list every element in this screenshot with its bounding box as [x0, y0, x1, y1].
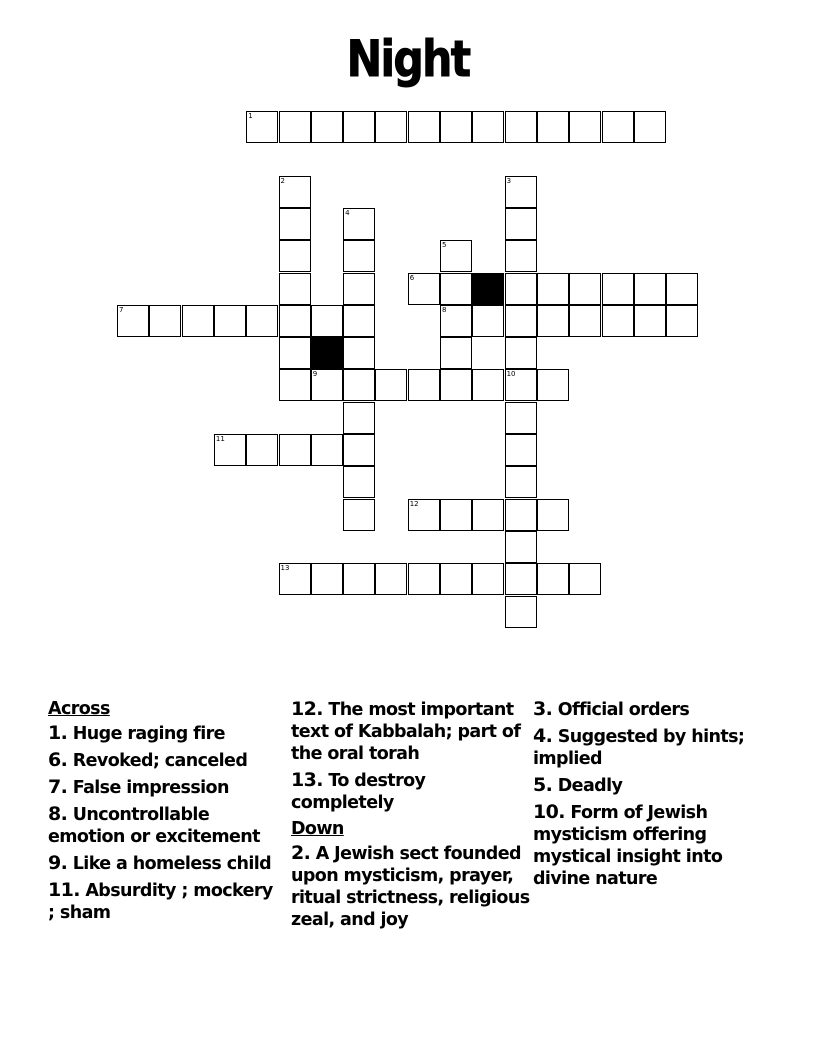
grid-cell[interactable]: [505, 369, 537, 401]
grid-cell[interactable]: [311, 111, 343, 143]
grid-cell[interactable]: [343, 337, 375, 369]
clues-column-1: [48, 698, 273, 928]
grid-cell[interactable]: [375, 563, 407, 595]
grid-cell[interactable]: [279, 273, 311, 305]
grid-cell[interactable]: [343, 499, 375, 531]
grid-cell[interactable]: [537, 111, 569, 143]
clue-number: 8: [442, 305, 447, 314]
grid-cell[interactable]: [375, 111, 407, 143]
grid-cell[interactable]: [343, 369, 375, 401]
grid-cell[interactable]: [343, 240, 375, 272]
grid-cell[interactable]: [279, 240, 311, 272]
grid-cell[interactable]: [505, 176, 537, 208]
clue-across-8: 8. Uncontrollable emotion or excitement: [48, 803, 260, 847]
clue-across-11: 11. Absurdity ; mockery ; sham: [48, 879, 273, 923]
clue-number: 9: [312, 370, 318, 379]
grid-cell[interactable]: [472, 369, 504, 401]
grid-cell[interactable]: [505, 434, 537, 466]
clue-across-12: 12. The most important text of Kabbalah; part of the oral torah: [291, 698, 521, 764]
clues-column-2: [291, 698, 531, 935]
grid-cell[interactable]: [279, 337, 311, 369]
clue-across-13: 13. To destroy completely: [291, 769, 426, 813]
grid-cell[interactable]: [279, 434, 311, 466]
grid-cell[interactable]: [472, 111, 504, 143]
clue-down-2: 2. A Jewish sect founded upon mysticism, prayer, ritual strictness, religious zeal, and joy: [291, 842, 530, 930]
grid-cell[interactable]: [311, 563, 343, 595]
grid-cell[interactable]: [634, 273, 666, 305]
grid-cell[interactable]: [505, 111, 537, 143]
clue-number: 1: [248, 112, 253, 120]
grid-cell[interactable]: [602, 273, 634, 305]
clue-down-10: 10. Form of Jewish mysticism offering mystical insight into divine nature: [533, 801, 723, 889]
grid-cell[interactable]: [440, 563, 472, 595]
grid-cell[interactable]: [246, 434, 278, 466]
grid-cell[interactable]: [505, 208, 537, 240]
grid-cell[interactable]: [505, 563, 537, 595]
grid-cell[interactable]: [214, 305, 246, 337]
clue-number: 7: [119, 305, 124, 314]
grid-cell[interactable]: [569, 111, 601, 143]
grid-cell[interactable]: [279, 176, 311, 208]
grid-cell[interactable]: [408, 499, 440, 531]
grid-cell[interactable]: [311, 369, 343, 401]
clue-down-4: 4. Suggested by hints; implied: [533, 725, 745, 769]
grid-cell[interactable]: [666, 273, 698, 305]
grid-cell[interactable]: [246, 111, 278, 143]
grid-cell[interactable]: [505, 402, 537, 434]
grid-cell[interactable]: [311, 434, 343, 466]
grid-cell[interactable]: [408, 369, 440, 401]
clue-number: 3: [506, 176, 512, 185]
grid-cell[interactable]: [537, 273, 569, 305]
grid-cell[interactable]: [505, 240, 537, 272]
grid-cell[interactable]: [408, 111, 440, 143]
grid-cell[interactable]: [602, 111, 634, 143]
grid-cell[interactable]: [214, 434, 246, 466]
grid-cell[interactable]: [505, 273, 537, 305]
grid-cell[interactable]: [537, 563, 569, 595]
clue-across-9: 9. Like a homeless child: [48, 852, 272, 874]
clue-number: 10: [506, 370, 516, 379]
grid-cell[interactable]: [343, 111, 375, 143]
grid-cell[interactable]: [472, 305, 504, 337]
across-heading: Across: [48, 699, 110, 719]
grid-cell[interactable]: [537, 305, 569, 337]
grid-cell[interactable]: [149, 305, 181, 337]
grid-cell[interactable]: [279, 305, 311, 337]
grid-cell[interactable]: [343, 273, 375, 305]
clue-number: 13: [280, 564, 290, 573]
grid-cell[interactable]: [440, 273, 472, 305]
clue-across-7: 7. False impression: [48, 776, 229, 798]
grid-cell[interactable]: [602, 305, 634, 337]
grid-cell[interactable]: [375, 369, 407, 401]
clue-number: 12: [409, 499, 419, 508]
grid-cell[interactable]: [343, 563, 375, 595]
clue-down-3: 3. Official orders: [533, 698, 690, 720]
clues-column-3: [533, 698, 748, 894]
puzzle-title: Night: [346, 30, 470, 88]
black-square: [311, 337, 343, 369]
grid-cell[interactable]: [537, 369, 569, 401]
grid-cell[interactable]: [343, 402, 375, 434]
clue-across-1: 1. Huge raging fire: [48, 722, 225, 744]
grid-cell[interactable]: [343, 434, 375, 466]
grid-cell[interactable]: [505, 531, 537, 563]
grid-cell[interactable]: [472, 499, 504, 531]
grid-cell[interactable]: [505, 596, 537, 628]
grid-cell[interactable]: [505, 337, 537, 369]
clue-number: 11: [215, 435, 225, 443]
grid-cell[interactable]: [440, 337, 472, 369]
grid-cell[interactable]: [343, 305, 375, 337]
grid-cell[interactable]: [440, 499, 472, 531]
grid-cell[interactable]: [343, 208, 375, 240]
grid-cell[interactable]: [279, 369, 311, 401]
grid-cell[interactable]: [343, 466, 375, 498]
grid-cell[interactable]: [505, 305, 537, 337]
black-square: [472, 273, 504, 305]
grid-cell[interactable]: [408, 563, 440, 595]
grid-cell[interactable]: [117, 305, 149, 337]
grid-cell[interactable]: [440, 305, 472, 337]
grid-cell[interactable]: [246, 305, 278, 337]
grid-cell[interactable]: [279, 111, 311, 143]
grid-cell[interactable]: [472, 563, 504, 595]
clue-number: 4: [345, 208, 350, 217]
grid-cell[interactable]: [440, 369, 472, 401]
down-heading: Down: [291, 819, 344, 839]
grid-cell[interactable]: [279, 208, 311, 240]
grid-cell[interactable]: [634, 111, 666, 143]
grid-cell[interactable]: [569, 305, 601, 337]
grid-cell[interactable]: [311, 305, 343, 337]
grid-cell[interactable]: [182, 305, 214, 337]
grid-cell[interactable]: [537, 499, 569, 531]
grid-cell[interactable]: [666, 305, 698, 337]
grid-cell[interactable]: [569, 273, 601, 305]
grid-cell[interactable]: [505, 499, 537, 531]
grid-cell[interactable]: [569, 563, 601, 595]
grid-cell[interactable]: [634, 305, 666, 337]
clue-down-5: 5. Deadly: [533, 774, 623, 796]
grid-cell[interactable]: [279, 563, 311, 595]
clue-number: 6: [409, 273, 415, 282]
clue-number: 5: [442, 241, 447, 250]
grid-cell[interactable]: [408, 273, 440, 305]
clue-number: 2: [280, 176, 285, 185]
grid-cell[interactable]: [440, 240, 472, 272]
grid-cell[interactable]: [440, 111, 472, 143]
clue-across-6: 6. Revoked; canceled: [48, 749, 248, 771]
grid-cell[interactable]: [505, 466, 537, 498]
